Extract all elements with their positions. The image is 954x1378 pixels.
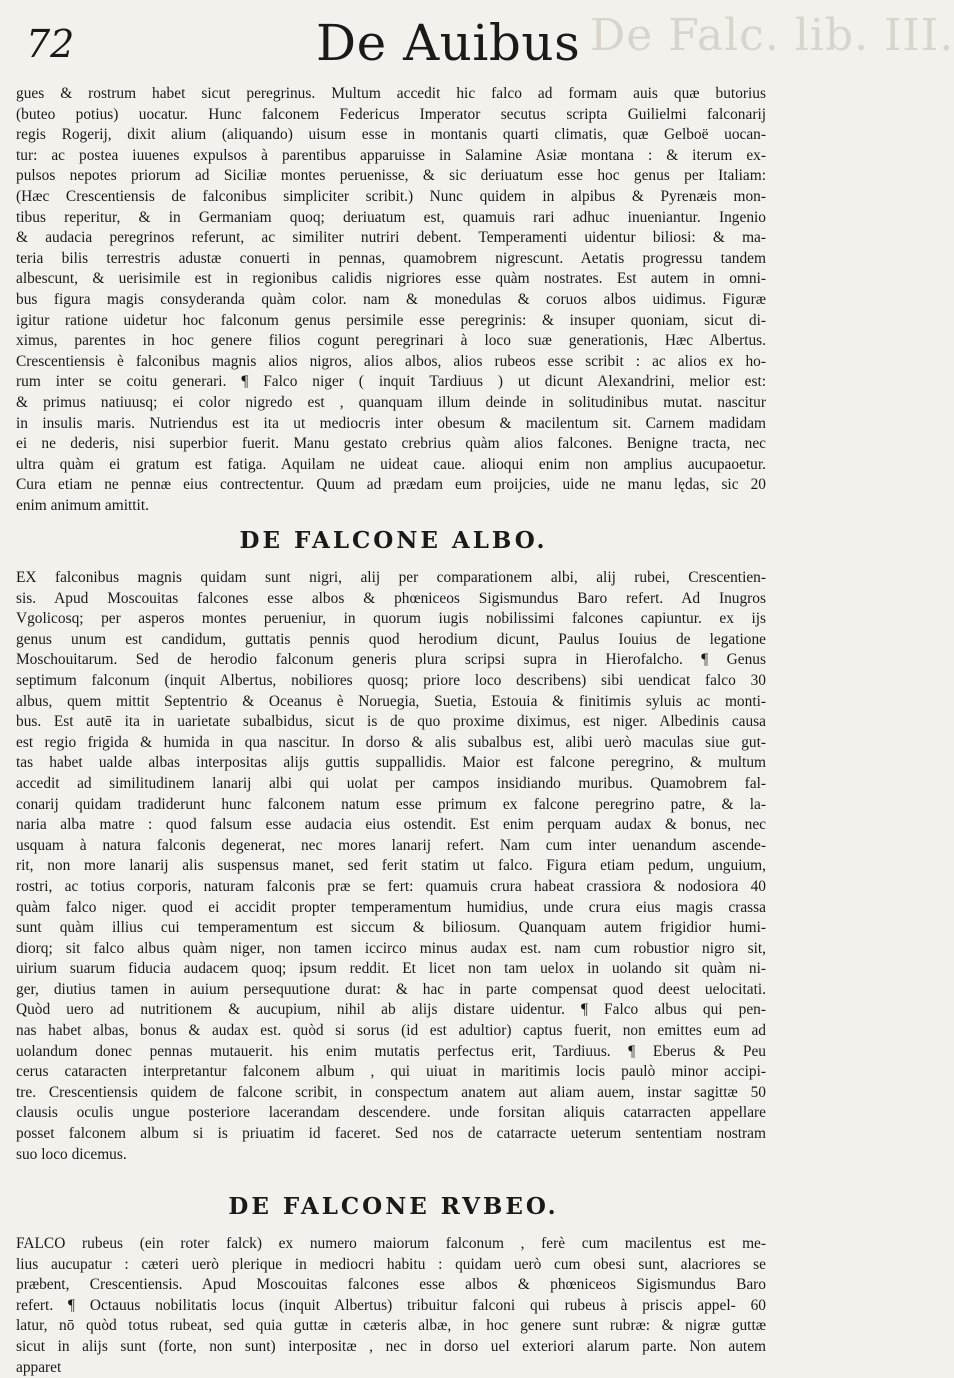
text-line: nas habet albas, bonus & audax est. quòd si sorus (id est adultior) captus fuerit, non emittes eum ad — [16, 1022, 766, 1040]
text-line: albescunt, & uerisimile est in regionibus calidis nigriores esse quàm nostrates. Est autem in omni- — [16, 270, 766, 288]
text-line: Cura etiam ne pennæ eius contrectentur. Quum ad prædam eum proijcies, uide ne manu lędas, sic 20 — [16, 476, 766, 494]
text-line: lius aucupatur : cæteri uerò plerique in mediocri habitu : quidam uerò cum obesi sunt, alacriores se — [16, 1255, 766, 1273]
text-line: regis Rogerij, dixit alium (aliquando) uisum esse in montanis quarti climatis, quæ Gelboë uocan- — [16, 126, 766, 144]
bleed-through-text: De Falc. lib. III. — [590, 10, 954, 61]
text-line: ger, diutius tamen in auium persequutione durat: & hac in parte compensat quod deest uelocitati. — [16, 980, 766, 998]
text-line: enim animum amittit. — [16, 496, 149, 514]
text-line: sis. Apud Moscouitas falcones esse albos & phœniceos Sigismundus Baro refert. Ad Inugros — [16, 589, 766, 607]
text-line: (buteo potius) uocatur. Hunc falconem Federicus Imperator secutus scripta Guilielmi falconarij — [16, 105, 766, 123]
text-line: igitur ratione uidetur hoc falconum genus persimile esse peregrinis: & insuper quoniam, sicut di- — [16, 311, 766, 329]
text-line: albus, quem mittit Septentrio & Oceanus è Noruegia, Suetia, Estouia & finitimis syluis ac monti- — [16, 692, 766, 710]
page-header — [26, 14, 766, 74]
text-line: uirium suarum fiducia audacem quoq; ipsum reddit. Et licet non tam uelox in uolando sit quàm ni- — [16, 960, 766, 978]
text-line: Moschouitarum. Sed de herodio falconum generis plura scripsi supra in Hierofalcho. ¶ Genus — [16, 651, 766, 669]
text-line: rum inter se coitu generari. ¶ Falco niger ( inquit Tardiuus ) ut dicunt Alexandrini, melior est: — [16, 373, 766, 391]
text-line: tibus reperitur, & in Germaniam quoq; deriuatum est, quamuis rari adhuc inueniantur. Ingenio — [16, 208, 766, 226]
text-line: sicut in alijs sunt (forte, non sunt) interpositæ , nec in dorso uel exteriori alarum parte. Non autem — [16, 1337, 766, 1355]
text-line: sunt quàm illius cui temperamentum est siccum & biliosum. Quanquam autem frigidior humi- — [16, 919, 766, 937]
text-line: posset falconem album si is priuatim id faceret. Sed nos de catarracte ueterum sententiam nostram — [16, 1125, 766, 1143]
text-line: cerus cataracten interpretantur falconem album , qui uiuat in maritimis locis paulò minor accipi- — [16, 1063, 766, 1081]
text-line: ximus, parentes in hoc genere filios cogunt peregrinari à loco suæ generationis, Hæc Albertus. — [16, 332, 766, 350]
page-number: 72 — [26, 22, 75, 66]
section-heading: DE FALCONE RVBEO. — [228, 1193, 559, 1220]
text-line: bus. Est autē ita in uarietate subalbidus, sicut is de quo proxime diximus, est niger. Albedinis causa — [16, 713, 766, 731]
text-line: tre. Crescentiensis quidem de falcone scribit, in conspectum anatem aut aliam auem, instar sagittæ 50 — [16, 1083, 766, 1101]
text-line: teria bilis terrestris adustæ conuerti in pennas, quamobrem nigrescunt. Aetatis progressu tandem — [16, 249, 766, 267]
text-line: rostri, ac totius corporis, naturam falconis præ se fert: quamuis crura habeat crassiora & nodosiora 40 — [16, 877, 766, 895]
text-line: EX falconibus magnis quidam sunt nigri, alij per comparationem albi, alij rubei, Crescentien- — [16, 569, 766, 586]
text-line: septimum falconum (inquit Albertus, nobiliores quosq; priore loco describens) sibi uendicat falco 30 — [16, 671, 766, 689]
text-line: uolandum donec pennas mutauerit. his enim mutatis perfectus erit, Tardiuus. ¶ Eberus & Peu — [16, 1042, 766, 1060]
text-line: Crescentiensis è falconibus magnis alios nigros, alios albos, alios rubeos esse scribit : ac alios ex ho- — [16, 352, 766, 370]
text-line: & primus natiuusq; ei color nigredo est , quanquam illum deinde in solitudinibus mutat. nascitur — [16, 393, 766, 411]
text-line: ultra quàm ei gratum est fatiga. Aquilam ne uideat caue. alioqui enim non amplius aucupaoetur. — [16, 455, 766, 473]
paragraph-falcone-albo — [16, 568, 766, 1165]
text-line: FALCO rubeus (ein roter falck) ex numero maiorum falconum , ferè cum macilentus est me- — [16, 1235, 766, 1252]
text-line: suo loco dicemus. — [16, 1145, 127, 1163]
text-line: tas habet ualde albas interpositas alijs guttis suppallidis. Maior est falcone peregrino, & multum — [16, 754, 766, 772]
text-line: (Hæc Crescentiensis de falconibus simpliciter scribit.) Nunc quidem in alpibus & Pyrenæis mon- — [16, 187, 766, 205]
text-line: in insulis maris. Nutriendus est ita ut mediocris inter obesum & macilentum sit. Carnem madidam — [16, 414, 766, 432]
text-line: præbent, Crescentiensis. Apud Moscouitas falcones esse albos & phœniceos Sigismundus Baro — [16, 1276, 766, 1294]
text-line: diorq; sit falco albus quàm niger, non tamen iccirco minus audax est. nam cum robustior nigro sit, — [16, 939, 766, 957]
text-line: Quòd uero ad nutritionem & aucupium, nihil ab alijs distare uidentur. ¶ Falco albus qui pen- — [16, 1001, 766, 1019]
text-line: ei ne dederis, nisi superbior fuerit. Manu gestato crebrius quàm alios falcones. Benigne tracta, nec — [16, 435, 766, 453]
text-line: tur: ac postea iuuenes expulsos à parentibus apparuisse in Salamine Asiæ montana : & iterum ex- — [16, 146, 766, 164]
paragraph-falcone-rubeo — [16, 1234, 766, 1378]
text-line: est regio frigida & humida in qua nascitur. In dorso & alis subalbus est, alibi uerò maculas siue gut- — [16, 733, 766, 751]
text-line: Vgolicosq; per asperos montes perueniur, in quorum iugis nobilissimi falcones capiuntur. ex ijs — [16, 610, 766, 628]
text-line: bus figura magis consyderanda quàm color. nam & monedulas & coruos albos uidimus. Figuræ — [16, 290, 766, 308]
text-line: pulsos nepotes priorum ad Siciliæ montes peruenisse, & sic deriuatum esse hoc genus per Italiam: — [16, 167, 766, 185]
running-title: De Auibus — [316, 14, 581, 72]
text-line: apparet — [16, 1358, 62, 1376]
text-line: quàm falco niger. quod ei accidit propter temperamentum humidius, unde crura eius magis crassa — [16, 898, 766, 916]
paragraph-continued — [16, 84, 766, 516]
text-line: & audacia peregrinos referunt, ac similiter nutriri debent. Temperamenti uidentur biliosi: & ma- — [16, 229, 766, 247]
text-line: latur, nō quòd totus rubeat, sed quia guttæ in cæteris albæ, in hoc genere sunt rubræ: & nigræ guttæ — [16, 1317, 766, 1335]
text-line: accedit ad similitudinem lanarij albi qui uolat per campos insidiando muribus. Quamobrem fal- — [16, 774, 766, 792]
text-line: genus unum est candidum, guttatis pennis quod herodium dicunt, Paulus Iouius de legatione — [16, 630, 766, 648]
text-line: refert. ¶ Octauus nobilitatis locus (inquit Albertus) tribuitur falconi qui rubeus à priscis appel- 60 — [16, 1296, 766, 1314]
text-line: clausis oculis ungue posteriore lacerandam descendere. unde forsitan aliquis catarracten appellare — [16, 1104, 766, 1122]
section-heading: DE FALCONE ALBO. — [239, 527, 548, 554]
text-line: rit, non more lanarij alis suspensus manet, sed ferit statim ut falco. Figura etiam pedum, unguium, — [16, 857, 766, 875]
text-line: gues & rostrum habet sicut peregrinus. Multum accedit hic falco ad formam auis quæ butorius — [16, 85, 766, 102]
text-line: naria alba matre : quod falsum esse audacia eius ostendit. Est enim perquam audax & bonus, nec — [16, 816, 766, 834]
text-line: usquam à natura falconis degenerat, nec mores lanarij refert. Nam cum inter uenandum ascende- — [16, 836, 766, 854]
text-line: conarij quidam tradiderunt hunc falconem natum esse primum ex falcone peregrino patre, & la- — [16, 795, 766, 813]
